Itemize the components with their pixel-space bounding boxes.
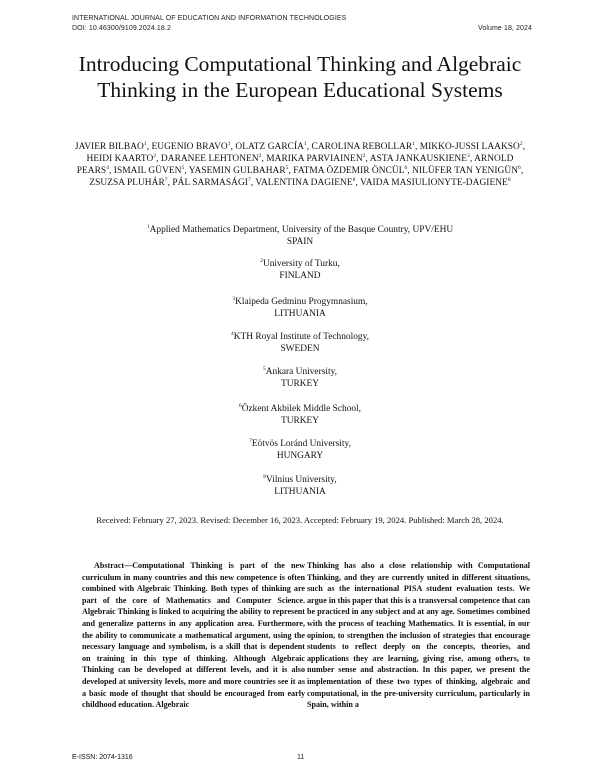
page-number: 11 bbox=[297, 754, 305, 761]
affiliation-6: $^6$Özkent Akbilek Middle School, TURKEY bbox=[238, 402, 361, 426]
author-name: PÁL SARMASÁGI bbox=[172, 178, 248, 188]
affiliation-5: $^5$Ankara University, TURKEY bbox=[263, 365, 337, 389]
author-name: ZSUZSA PLUHÁR bbox=[89, 178, 165, 188]
author-separator: , bbox=[522, 142, 526, 152]
author-affiliation-marker: 2 bbox=[362, 152, 366, 159]
author-name: MARIKA PARVIAINEN bbox=[266, 154, 363, 164]
author-separator: , bbox=[146, 142, 152, 152]
author-affiliation-marker: 8 bbox=[507, 176, 511, 183]
author-list bbox=[70, 141, 530, 189]
author-separator: , bbox=[230, 142, 236, 152]
author-name: OLATZ GARCÍA bbox=[235, 142, 304, 152]
author-separator: , bbox=[109, 166, 114, 176]
author-name: ARNOLD PEARS bbox=[76, 154, 514, 176]
author-affiliation-marker: 7 bbox=[164, 176, 168, 183]
author-separator: , bbox=[250, 178, 256, 188]
abstract-left-column: Abstract—Computational Thinking is part of the new curriculum in many countries and this new competence is often combined with Algebraic Thinking. Both types of thinking are part of the core of Mathematics and Computer Science. Algebraic Thinking is linked to acquiring the ability to represent and generalize patterns in any application area. Furthermore, the ability to communicate a mathematical argument, using the necessary language and symbolism, is a skill that is dependent on training in this type of thinking. Although Algebraic Thinking can be developed at different levels, and it is also developed at university levels, more and more countries see it as a basic mode of thought that should be encouraged from early childhood education. Algebraic bbox=[82, 561, 305, 710]
author-name: ASTA JANKAUSKIENE bbox=[369, 154, 467, 164]
author-affiliation-marker: 6 bbox=[518, 164, 521, 171]
author-separator: , bbox=[469, 154, 475, 164]
author-name: EUGENIO BRAVO bbox=[151, 142, 228, 152]
author-name: VALENTINA DAGIENE bbox=[255, 178, 353, 188]
author-affiliation-marker: 2 bbox=[258, 152, 262, 159]
author-affiliation-marker: 3 bbox=[467, 152, 470, 159]
author-name: YASEMIN GULBAHAR bbox=[188, 166, 286, 176]
author-affiliation-marker: 2 bbox=[519, 140, 523, 147]
author-name: NILÜFER TAN YENIGÜN bbox=[412, 166, 519, 176]
journal-name: INTERNATIONAL JOURNAL OF EDUCATION AND INFORMATION TECHNOLOGIES bbox=[72, 15, 347, 22]
author-name: CAROLINA REBOLLAR bbox=[311, 142, 413, 152]
author-affiliation-marker: 4 bbox=[106, 164, 109, 171]
author-affiliation-marker: 6 bbox=[404, 164, 408, 171]
author-affiliation-marker: 1 bbox=[227, 140, 231, 147]
author-separator: , bbox=[306, 142, 312, 152]
affiliation-7: $^7$Eötvös Loránd University, HUNGARY bbox=[249, 437, 351, 461]
author-affiliation-marker: 7 bbox=[247, 176, 251, 183]
author-name: DARANEE LEHTONEN bbox=[160, 154, 259, 164]
abstract-right-column: Thinking has also a close relationship with Computational Thinking, and they are currently united in different situations, such as the international PISA student evaluation tests. We argue in this paper that this is a transversal competence that can be practiced in any subject and at any age. Sometimes combined with the process of teaching Mathematics. It is essential, in our opinion, to strengthen the inclusion of strategies that encourage students to reflect deeply on the concepts, theories, and applications they are learning, giving rise, among others, to number sense and abstraction. In this paper, we present the implementation of these two types of thinking, algebraic and computational, in the pre-university curriculum, particularly in Spain, within a bbox=[307, 561, 530, 710]
author-separator: , bbox=[520, 166, 524, 176]
footer-issn: E-ISSN: 2074-1316 bbox=[72, 754, 133, 761]
author-name: HEIDI KAARTO bbox=[86, 154, 154, 164]
affiliation-1: $^1$Applied Mathematics Department, University of the Basque Country, UPV/EHU SPAIN bbox=[146, 223, 454, 247]
author-affiliation-marker: 8 bbox=[352, 176, 356, 183]
publication-dates: Received: February 27, 2023. Revised: December 16, 2023. Accepted: February 19, 2024. Published: March 28, 2024. bbox=[96, 515, 504, 525]
author-name: VAIDA MASIULIONYTE-DAGIENE bbox=[360, 178, 508, 188]
author-separator: , bbox=[288, 166, 294, 176]
author-affiliation-marker: 1 bbox=[412, 140, 415, 147]
affiliation-3: $^3$Klaipeda Gedminu Progymnasium, LITHUANIA bbox=[232, 295, 368, 319]
affiliation-4: $^4$KTH Royal Institute of Technology, SWEDEN bbox=[230, 330, 369, 354]
author-separator: , bbox=[365, 154, 370, 164]
affiliation-8: $^8$Vilnius University, LITHUANIA bbox=[263, 473, 337, 497]
doi: DOI: 10.46300/9109.2024.18.2 bbox=[72, 25, 171, 32]
author-affiliation-marker: 1 bbox=[303, 140, 307, 147]
author-affiliation-marker: 1 bbox=[143, 140, 147, 147]
volume-label: Volume 18, 2024 bbox=[477, 25, 532, 32]
paper-title: Introducing Computational Thinking and Algebraic Thinking in the European Educational Systems bbox=[78, 52, 522, 102]
author-separator: , bbox=[184, 166, 189, 176]
affiliation-2: $^2$University of Turku, FINLAND bbox=[260, 257, 340, 281]
author-affiliation-marker: 5 bbox=[285, 164, 289, 171]
author-name: FATMA ÖZDEMIR ÖNCÜL bbox=[293, 166, 405, 176]
author-separator: , bbox=[407, 166, 413, 176]
author-name: JAVIER BILBAO bbox=[74, 142, 144, 152]
author-affiliation-marker: 2 bbox=[153, 152, 157, 159]
author-name: MIKKO-JUSSI LAAKSO bbox=[419, 142, 520, 152]
author-separator: , bbox=[261, 154, 267, 164]
author-separator: , bbox=[156, 154, 161, 164]
author-separator: , bbox=[355, 178, 361, 188]
author-separator: , bbox=[167, 178, 173, 188]
author-affiliation-marker: 5 bbox=[181, 164, 185, 171]
author-name: ISMAIL GÜVEN bbox=[113, 166, 182, 176]
author-separator: , bbox=[414, 142, 420, 152]
